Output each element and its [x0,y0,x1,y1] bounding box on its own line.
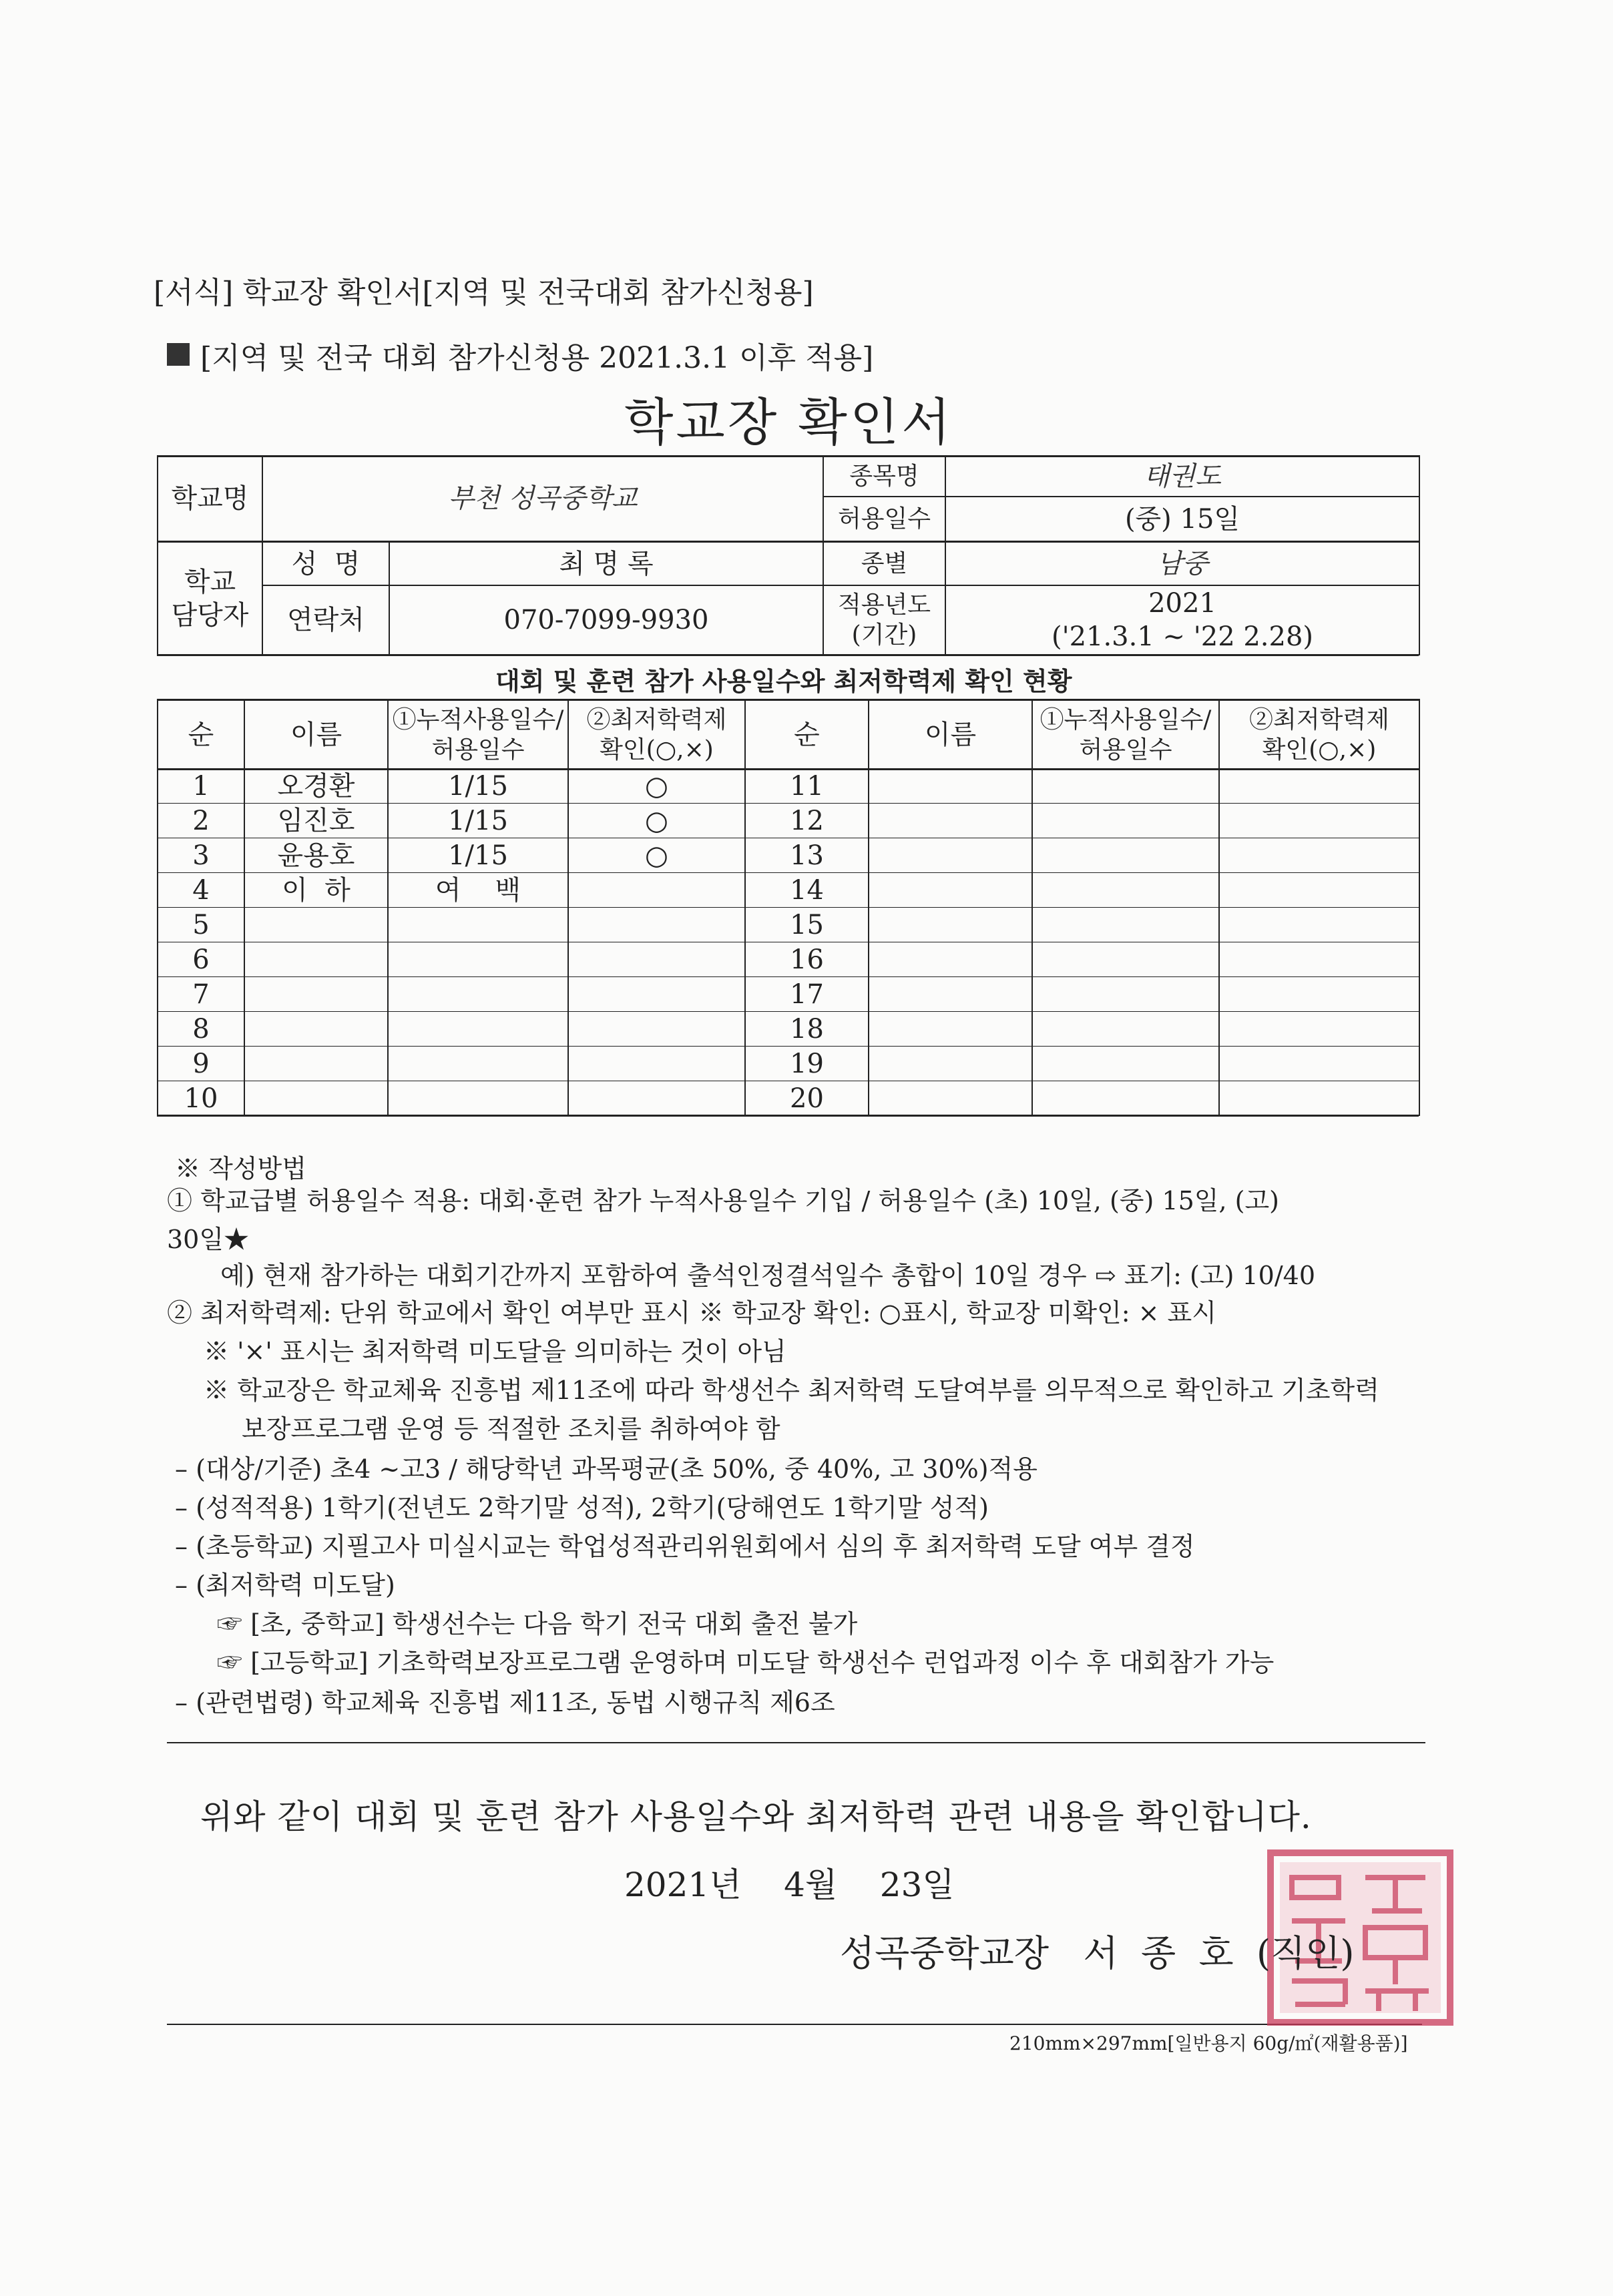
row-name-left: 오경환 [277,771,355,802]
paper-spec: 210mm×297mm[일반용지 60g/㎡(재활용품)] [1009,2032,1408,2054]
note-12: – (관련법령) 학교체육 진흥법 제11조, 동법 시행규칙 제6조 [175,1688,835,1717]
note-4: ※ '×' 표시는 최저학력 미도달을 의미하는 것이 아님 [204,1337,786,1366]
row-no-left: 1 [192,771,210,802]
row-name-left [245,1012,387,1047]
category-value: 남중 [1156,548,1208,579]
row-no-right: 13 [790,840,824,871]
col-check-right-2: 확인(○,×) [1262,736,1377,764]
row-days-left: 1/15 [448,806,508,836]
year-label-line2: (기간) [851,621,917,649]
category-label: 종별 [861,550,908,577]
row-check-left [569,908,744,942]
row-no-left: 6 [192,944,210,975]
phone-label: 연락처 [287,605,365,635]
note-6: – (대상/기준) 초4 ~고3 / 해당학년 과목평균(초 50%, 중 40%, 고 30%)적용 [175,1454,1038,1484]
row-days-left [389,977,567,1012]
row-name-left: 임진호 [277,806,355,836]
note-11: ☞ [고등학교] 기초학력보장프로그램 운영하며 미도달 학생선수 런업과정 이수 후 대회참가 가능 [217,1648,1275,1677]
event-label: 종목명 [849,463,919,490]
year-range: ('21.3.1 ~ '22 2.28) [1051,621,1314,652]
phone-value: 070-7099-9930 [503,605,709,635]
row-days-left [389,1012,567,1047]
issue-date: 2021년 4월 23일 [624,1866,955,1904]
row-no-left: 7 [192,979,210,1010]
event-value: 태권도 [1144,461,1221,492]
row-no-left: 3 [192,840,210,871]
confirm-statement: 위와 같이 대회 및 훈련 참가 사용일수와 최저학력 관련 내용을 확인합니다. [200,1797,1312,1836]
sub-line: [지역 및 전국 대회 참가신청용 2021.3.1 이후 적용] [200,341,874,375]
page-title: 학교장 확인서 [624,392,953,452]
notes-heading: ※ 작성방법 [175,1154,306,1183]
row-no-right: 16 [790,944,824,975]
row-no-right: 12 [790,806,824,836]
row-no-right: 18 [790,1014,824,1045]
school-value: 부천 성곡중학교 [448,483,638,514]
year-label-line1: 적용년도 [837,591,931,619]
row-check-left: ○ [645,806,668,836]
contact-label-line1: 학교 [184,566,236,597]
row-no-right: 11 [790,771,824,802]
row-name-left: 이 하 [282,875,351,906]
allowed-label: 허용일수 [837,505,931,533]
table-caption: 대회 및 훈련 참가 사용일수와 최저학력제 확인 현황 [495,666,1072,696]
row-check-left [569,977,744,1012]
note-2: 예) 현재 참가하는 대회기간까지 포함하여 출석인정결석일수 총합이 10일 경우 ⇨ 표기: (고) 10/40 [220,1261,1316,1290]
row-no-right: 15 [790,910,824,940]
row-check-left [569,1081,744,1116]
col-days-left [389,701,567,768]
col-check-right-1: ②최저학력제 [1249,705,1389,734]
row-check-left [569,942,744,977]
row-days-left [389,1081,567,1116]
row-name-left [245,942,387,977]
year-value [946,586,1419,654]
note-5: ※ 학교장은 학교체육 진흥법 제11조에 따라 학생선수 최저학력 도달여부를 의무적으로 확인하고 기초학력 [204,1376,1379,1405]
row-name-left [245,977,387,1012]
row-name-left [245,1081,387,1116]
note-10: ☞ [초, 중학교] 학생선수는 다음 학기 전국 대회 출전 불가 [217,1609,858,1639]
row-days-left: 여 백 [435,875,521,906]
col-days-left-1: ①누적사용일수/ [392,705,564,734]
square-bullet-icon [167,343,190,366]
note-1: ① 학교급별 허용일수 적용: 대회·훈련 참가 누적사용일수 기입 / 허용일수 (초) 10일, (중) 15일, (고) [167,1186,1279,1215]
divider-bottom [167,2024,1422,2025]
row-no-left: 5 [192,910,210,940]
row-name-left [245,908,387,942]
note-7: – (성적적용) 1학기(전년도 2학기말 성적), 2학기(당해연도 1학기말 성적) [175,1493,989,1522]
col-days-right-2: 허용일수 [1079,736,1172,764]
col-name-right: 이름 [924,719,977,750]
row-no-left: 8 [192,1014,210,1045]
note-5b: 보장프로그램 운영 등 적절한 조치를 취하여야 함 [242,1414,780,1444]
col-check-left-2: 확인(○,×) [600,736,714,764]
school-label: 학교명 [171,483,249,514]
row-check-left: ○ [645,771,668,802]
contact-label-line2: 담당자 [171,599,249,631]
note-8: – (초등학교) 지필고사 미실시교는 학업성적관리위원회에서 심의 후 최저학력 도달 여부 결정 [175,1532,1195,1561]
row-no-right: 20 [790,1083,824,1114]
col-no-right: 순 [794,719,820,750]
col-days-left-2: 허용일수 [431,736,525,764]
row-name-left [245,1047,387,1081]
form-line: [서식] 학교장 확인서[지역 및 전국대회 참가신청용] [154,276,814,310]
year-value-line1: 2021 [1148,588,1216,619]
note-1b: 30일★ [167,1225,250,1254]
row-no-right: 17 [790,979,824,1010]
col-no-left: 순 [188,719,214,750]
row-no-right: 19 [790,1049,824,1079]
name-label: 성 명 [291,548,361,579]
row-no-left: 9 [192,1049,210,1079]
name-value: 최 명 록 [559,548,654,579]
col-check-right [1220,701,1419,768]
divider-top [167,1742,1425,1743]
col-check-left-1: ②최저학력제 [586,705,727,734]
row-check-left [569,1047,744,1081]
row-check-left: ○ [645,840,668,871]
col-days-right-1: ①누적사용일수/ [1040,705,1212,734]
row-days-left [389,942,567,977]
row-check-left [569,873,744,908]
row-name-left: 윤용호 [277,840,355,871]
note-3: ② 최저학력제: 단위 학교에서 확인 여부만 표시 ※ 학교장 확인: ○표시, 학교장 미확인: × 표시 [167,1298,1216,1328]
signer: 성곡중학교장 서 종 호 (직인) [840,1932,1355,1974]
contact-label [158,543,262,654]
year-label [824,586,945,654]
col-check-left [569,701,744,768]
row-no-left: 2 [192,806,210,836]
row-no-left: 4 [192,875,210,906]
row-days-left: 1/15 [448,771,508,802]
row-days-left: 1/15 [448,840,508,871]
row-no-right: 14 [790,875,824,906]
row-no-left: 10 [184,1083,218,1114]
row-days-left [389,908,567,942]
col-name-left: 이름 [290,719,342,750]
col-days-right [1033,701,1218,768]
row-days-left [389,1047,567,1081]
allowed-value: (중) 15일 [1124,503,1240,535]
row-check-left [569,1012,744,1047]
note-9: – (최저학력 미도달) [175,1570,395,1600]
